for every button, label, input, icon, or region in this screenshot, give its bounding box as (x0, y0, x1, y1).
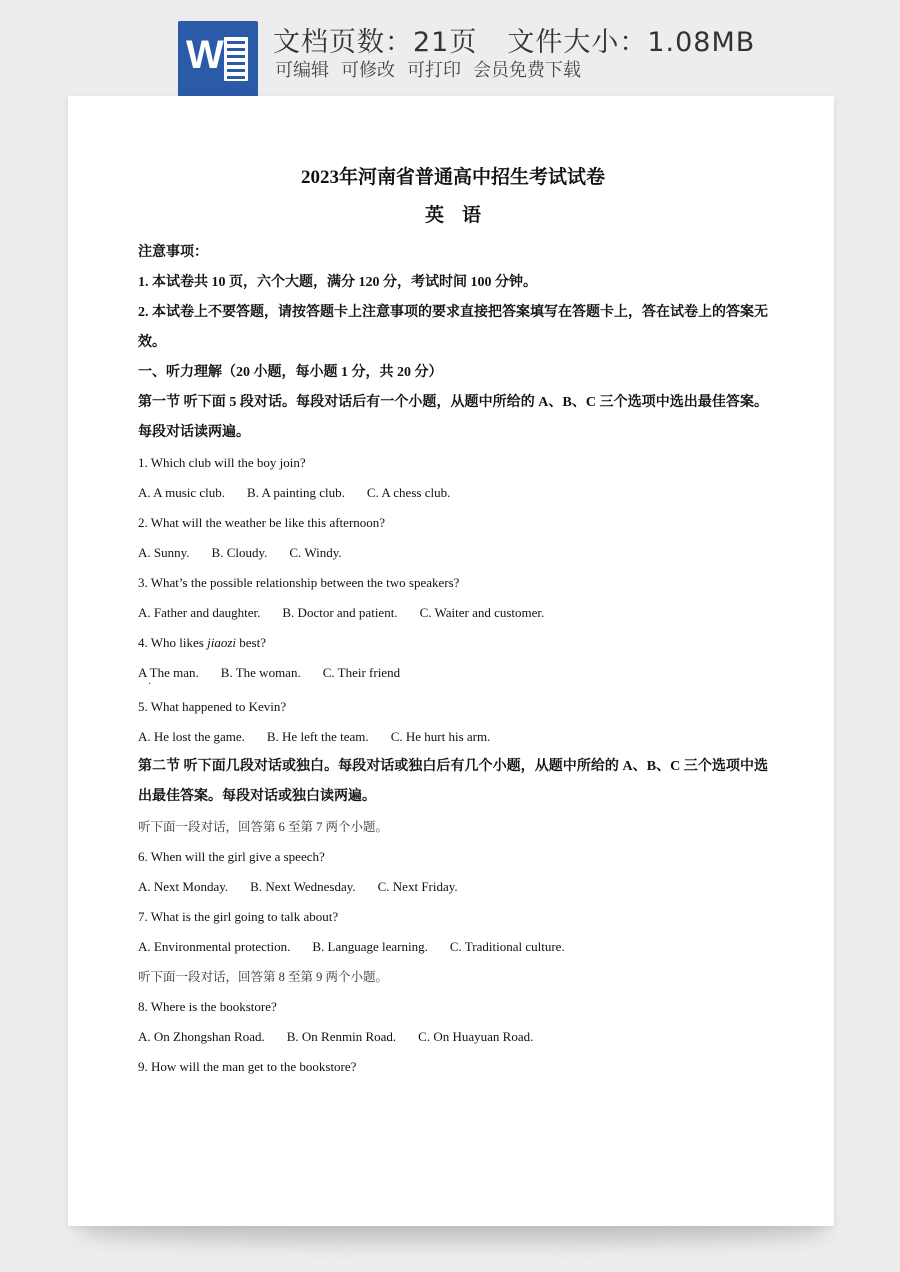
word-icon-lines (224, 37, 248, 81)
notice-heading: 注意事项： (138, 245, 208, 260)
feature-editable: 可编辑 (275, 60, 329, 81)
question-options (138, 1022, 768, 1052)
option: A. Environmental protection. (138, 939, 291, 954)
option: C. A chess club. (366, 485, 451, 500)
option: B. Cloudy. (211, 545, 268, 560)
question-options (138, 478, 768, 508)
feature-modifiable: 可修改 (341, 60, 395, 81)
question-options (138, 538, 768, 568)
option: C. He hurt his arm. (390, 729, 491, 744)
option: B. Next Wednesday. (250, 879, 356, 894)
exam-title: 2023年河南省普通高中招生考试试卷 (300, 167, 605, 188)
option: C. Next Friday. (377, 879, 458, 894)
page-count: 文档页数：21页 (273, 27, 478, 58)
question-suffix: best? (236, 635, 266, 650)
file-info (273, 20, 755, 59)
document-page (68, 96, 834, 1226)
feature-list (275, 56, 581, 82)
section-one-instructions: 第一节 听下面 5 段对话。每段对话后有一个小题，从题中所给的 A、B、C 三个选项中选出最佳答案。每段对话读两遍。 (138, 395, 768, 440)
question-text: 5. What happened to Kevin? (138, 699, 287, 714)
question-prefix: 4. Who likes (138, 635, 208, 650)
question-options (138, 722, 768, 752)
option: A. Sunny. (138, 545, 190, 560)
option: C. On Huayuan Road. (418, 1029, 534, 1044)
document-body (138, 156, 768, 1082)
question-options (138, 932, 768, 962)
option: A. He lost the game. (138, 729, 245, 744)
part-one-heading: 一、听力理解（20 小题，每小题 1 分，共 20 分） (138, 365, 443, 380)
exam-subject: 英语 (424, 205, 499, 226)
stray-mark: · (148, 679, 152, 690)
option: A. Father and daughter. (138, 605, 261, 620)
question-text: 6. When will the girl give a speech? (138, 849, 325, 864)
option: B. A painting club. (247, 485, 345, 500)
question-options (138, 598, 768, 628)
question-text: 2. What will the weather be like this afternoon? (138, 515, 386, 530)
option: B. Language learning. (312, 939, 428, 954)
option: C. Their friend (322, 665, 401, 680)
notice-item-2: 2. 本试卷上不要答题，请按答题卡上注意事项的要求直接把答案填写在答题卡上，答在试卷上的答案无效。 (138, 305, 768, 350)
option: A. A music club. (138, 485, 226, 500)
option: A The man. (138, 665, 199, 680)
option: B. The woman. (220, 665, 301, 680)
question-text: 9. How will the man get to the bookstore? (138, 1059, 357, 1074)
word-document-icon (178, 21, 258, 97)
dialogue-note: 听下面一段对话，回答第 6 至第 7 两个小题。 (138, 820, 389, 834)
option: C. Traditional culture. (449, 939, 565, 954)
word-icon-letter: W (186, 33, 224, 77)
question-text (138, 628, 768, 658)
notice-item-1: 1. 本试卷共 10 页，六个大题，满分 120 分，考试时间 100 分钟。 (138, 275, 537, 290)
dialogue-note: 听下面一段对话，回答第 8 至第 9 两个小题。 (138, 970, 389, 984)
question-text: 3. What’s the possible relationship between the two speakers? (138, 575, 460, 590)
feature-member-download: 会员免费下载 (473, 60, 581, 81)
option: C. Waiter and customer. (419, 605, 545, 620)
option: A. Next Monday. (138, 879, 229, 894)
question-options (138, 872, 768, 902)
option: A. On Zhongshan Road. (138, 1029, 265, 1044)
option: B. On Renmin Road. (286, 1029, 397, 1044)
download-banner (0, 0, 900, 100)
question-text: 7. What is the girl going to talk about? (138, 909, 339, 924)
question-text: 8. Where is the bookstore? (138, 999, 277, 1014)
option: B. Doctor and patient. (282, 605, 398, 620)
question-italic-term: jiaozi (207, 635, 236, 650)
option: B. He left the team. (266, 729, 369, 744)
feature-printable: 可打印 (407, 60, 461, 81)
question-text: 1. Which club will the boy join? (138, 455, 306, 470)
section-two-instructions: 第二节 听下面几段对话或独白。每段对话或独白后有几个小题，从题中所给的 A、B、C 三个选项中选出最佳答案。每段对话或独白读两遍。 (138, 759, 768, 804)
option: C. Windy. (289, 545, 342, 560)
file-size: 文件大小：1.08MB (507, 27, 756, 58)
